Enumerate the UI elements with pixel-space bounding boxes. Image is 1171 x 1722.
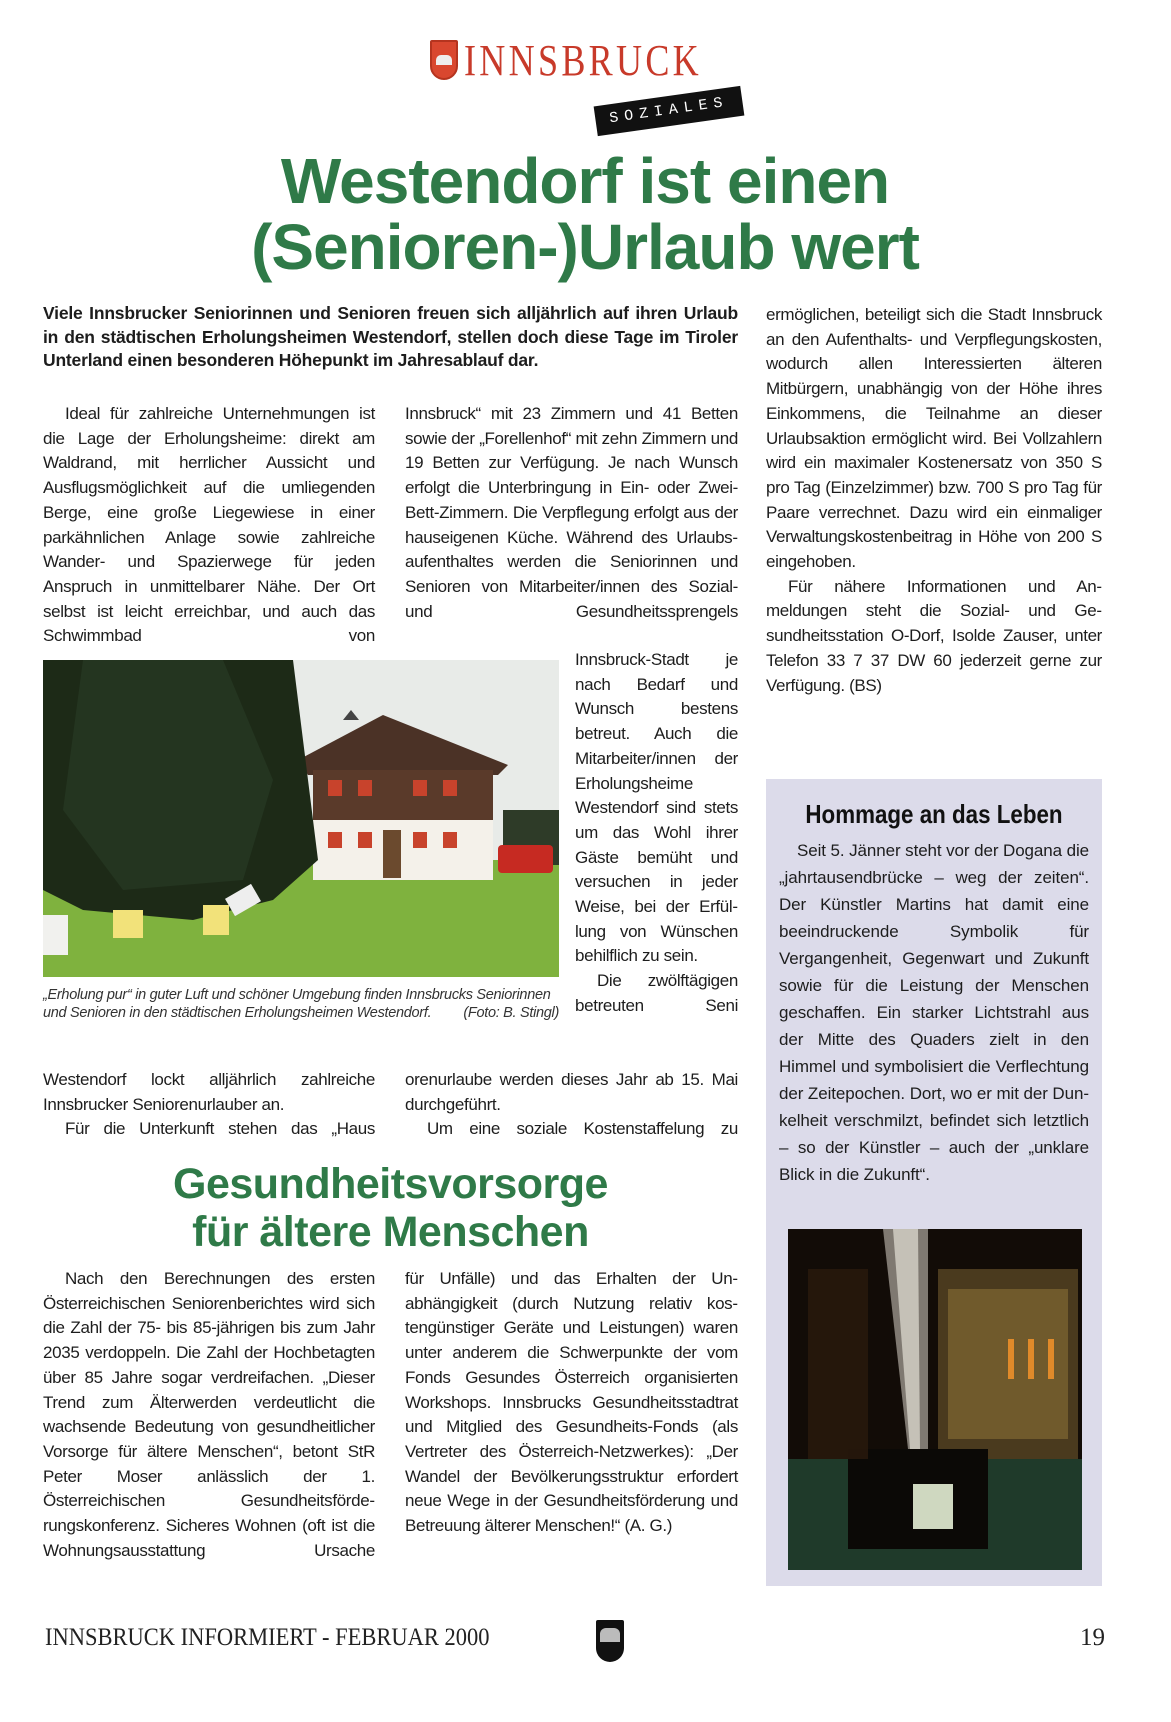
paragraph: Nach den Berechnungen des ersten Österreichischen Seniorenberichtes wird sich die Zahl der 75- bis 85-jährigen bis zum Jahr 2035 verdoppeln. Die Zahl der Hochbetagten über 85 Jahre sogar verdreifachen. „Dieser Trend zum Älterwerden verdeutlicht die wachsende Bedeutung von gesundheitlicher Vorsorge für ältere Menschen“, betont StR Peter Moser anlässlich der 1. Österreichischen Gesundheitsförderungskonferenz. Sicheres Wohnen (oft ist die Wohnungsausstattung Ursache [43, 1269, 375, 1560]
paragraph: orenurlaube werden dieses Jahr ab 15. Mai durchgeführt. [405, 1070, 738, 1114]
article-col1-bottom [43, 1068, 375, 1142]
paragraph: Innsbruck“ mit 23 Zimmern und 41 Betten sowie der „Forellenhof“ mit zehn Zimmern und 19 Betten zur Verfügung. Je nach Wunsch erfolgt die Unterbringung in Ein- oder Zwei-Bett-Zimmern. Die Verpflegung erfolgt aus der hauseigenen Küche. Während des Urlaubsaufenthaltes werden die Seniorinnen und Senioren von Mitarbeiter/innen des Sozial- und Gesundheitssprengels [405, 404, 738, 621]
paragraph: Für nähere Informationen und Anmeldungen steht die Sozial- und Gesundheitsstation O-Dorf, Isolde Zauser, unter Telefon 33 7 37 DW 60 jederzeit gerne zur Verfügung. (BS) [766, 576, 1102, 695]
night-light-installation-image [788, 1229, 1082, 1570]
article2-title [43, 1160, 738, 1256]
paragraph: Ideal für zahlreiche Unternehmungen ist die Lage der Erholungsheime: direkt am Waldrand, mit herrlicher Aussicht und Ausflugsmöglichkeit auf die umliegenden Berge, eine große Liegewiese in einer parkähnlichen Anlage sowie zahlreiche Wander- und Spazierwege für jeden Anspruch in unmittelbarer Nähe. Der Ort selbst ist leicht erreichbar, und auch das Schwimmbad von [43, 404, 375, 646]
footer-coat-of-arms-icon [596, 1620, 624, 1662]
article-title [60, 145, 1110, 283]
footer-publication: INNSBRUCK INFORMIERT - FEBRUAR 2000 [45, 1624, 490, 1651]
article-col2-top [405, 402, 738, 624]
article-col1-top [43, 402, 375, 649]
house-photo-image [43, 660, 559, 977]
article2-col2 [405, 1267, 738, 1539]
paragraph: Für die Unterkunft stehen das „Haus [65, 1119, 375, 1139]
photo-caption [43, 986, 559, 1022]
paragraph: Seit 5. Jänner steht vor der Dogana die „jahrtausendbrücke – weg der zeiten“. Der Künstler Martins hat damit eine beeindruckende Symbolik für Vergangenheit, Gegenwart und Zukunft sowie für die Leistung der Menschen geschaffen. Ein starker Lichtstrahl aus der Mitte des Quaders zielt in den Himmel und symbolisiert die Verflechtung der Zeitepochen. Dort, wo er mit der Dunkelheit verschmilzt, befindet sich letztlich – so der Künstler – auch der „unklare Blick in die Zukunft“. [779, 841, 1089, 1184]
paragraph: Innsbruck-Stadt je nach Bedarf und Wunsch bestens betreut. Auch die Mitarbeiter/innen der Erholungsheime Westendorf sind stets um das Wohl ihrer Gäste bemüht und versuchen in jeder Weise, bei der Erfüllung von Wünschen behilflich zu sein. [575, 650, 738, 966]
page-number: 19 [1080, 1624, 1105, 1651]
title-line-2: (Senioren-)Urlaub wert [251, 211, 919, 283]
innsbruck-logo [430, 38, 770, 138]
title-line-1: Westendorf ist einen [280, 145, 890, 217]
coat-of-arms-icon [430, 40, 458, 80]
logo-text: INNSBRUCK [464, 36, 703, 85]
title-line-2: für ältere Menschen [192, 1208, 589, 1256]
caption-text: „Erholung pur“ in guter Luft und schöner Umgebung finden Innsbrucks Seniorinnen und Senioren in den städtischen Erholungsheimen Westendorf. [43, 987, 551, 1021]
sidebar-hommage [766, 779, 1102, 1586]
title-line-1: Gesundheitsvorsorge [173, 1160, 608, 1208]
article-col3 [766, 303, 1102, 698]
sidebar-title: Hommage an das Leben [805, 799, 1063, 829]
article2-col1 [43, 1267, 375, 1563]
section-stamp: SOZIALES [594, 86, 745, 136]
article-col2-narrow [575, 648, 738, 1019]
photo-jahrtausendbruecke [788, 1229, 1082, 1570]
paragraph: für Unfälle) und das Erhalten der Unabhängigkeit (durch Nutzung relativ kostengünstiger Geräte und Leistungen) waren unter anderem die Schwerpunkte der vom Fonds Gesundes Österreich organisierten Workshops. Innsbrucks Gesundheitsstadtrat und Mitglied des Gesundheits-Fonds (als Vertreter des Österreich-Netzwerkes): „Der Wandel der Bevölkerungsstruktur erfordert neue Wege in der Gesundheitsförderung und Betreuung älterer Menschen!“ (A. G.) [405, 1269, 738, 1536]
photo-credit: (Foto: B. Stingl) [463, 1005, 559, 1021]
photo-erholungsheim [43, 660, 559, 977]
article-col2-bottom [405, 1068, 738, 1142]
paragraph: Westendorf lockt alljährlich zahlreiche Innsbrucker Seniorenurlauber an. [43, 1070, 375, 1114]
sidebar-text [779, 837, 1089, 1188]
article-lead: Viele Innsbrucker Seniorinnen und Senioren freuen sich alljährlich auf ihren Urlaub in den städtischen Erholungsheimen Westendorf, stellen doch diese Tage im Tiroler Unterland einen besonderen Höhepunkt im Jahresablauf dar. [43, 303, 738, 370]
paragraph: ermöglichen, beteiligt sich die Stadt Innsbruck an den Aufenthalts- und Verpflegungskosten, wodurch allen Interessierten älteren Mitbürgern, unabhängig von der Höhe ihres Einkommens, die Teilnahme an dieser Urlaubsaktion ermöglicht wird. Bei Vollzahlern wird ein maximaler Kostenersatz von 350 S pro Tag (Einzelzimmer) bzw. 700 S pro Tag für Paare verrechnet. Dazu wird ein einmaliger Verwaltungskostenbeitrag in Höhe von 200 S eingehoben. [766, 305, 1102, 572]
paragraph: Um eine soziale Kostenstaffelung zu [427, 1119, 738, 1139]
paragraph: Die zwölftägigen betreuten Seni [575, 971, 738, 1015]
